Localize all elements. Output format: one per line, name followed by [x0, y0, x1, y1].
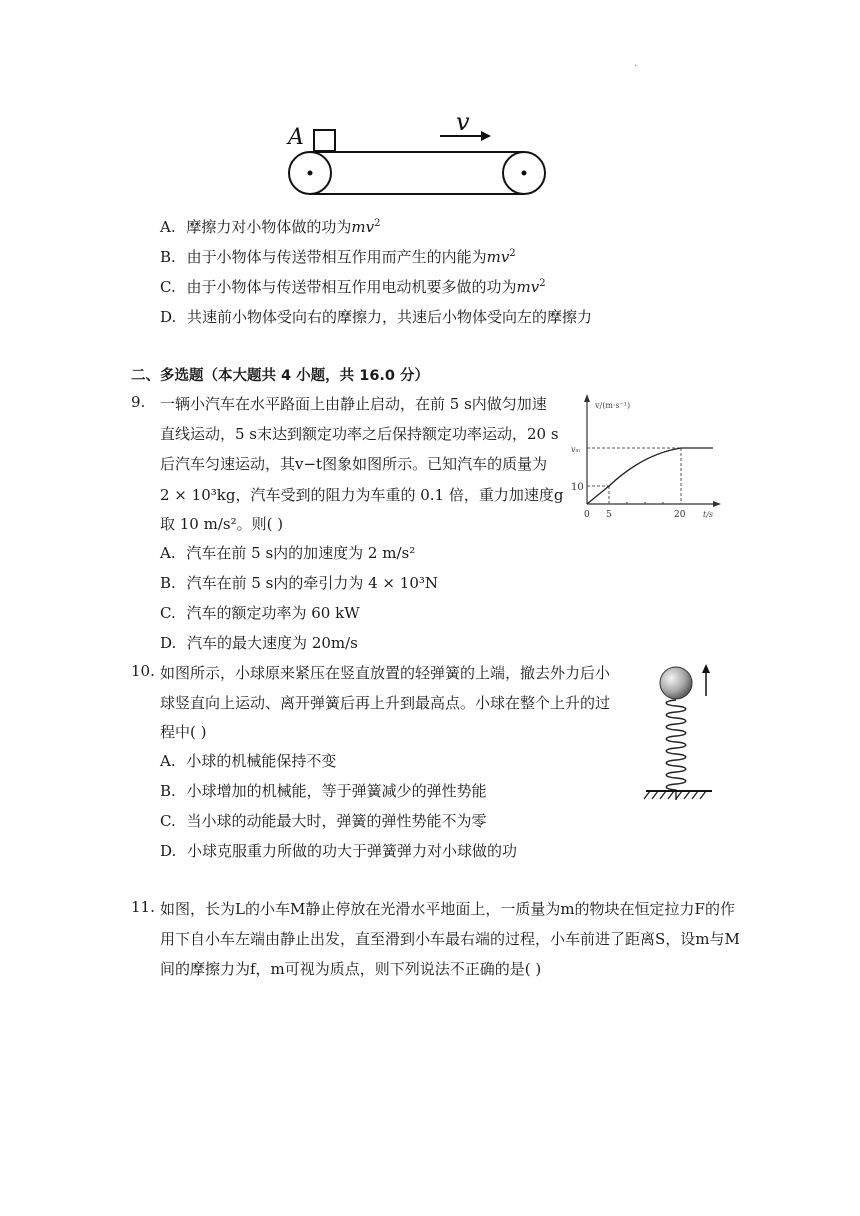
- option-text: 小球增加的机械能，等于弹簧减少的弹性势能: [186, 782, 487, 800]
- power-curve: [609, 448, 681, 486]
- up-arrow-head: [702, 664, 710, 673]
- q11-number: 11.: [131, 898, 155, 916]
- q10-option-b: [160, 780, 487, 801]
- x-axis-label: t/s: [703, 510, 714, 519]
- q11-line-3: 间的摩擦力为f，m可视为质点，则下列说法不正确的是( ): [160, 960, 542, 978]
- option-exponent: 2: [539, 278, 546, 289]
- y-axis-label: v/(m·s⁻¹): [595, 401, 631, 410]
- q9-line-2: 直线运动，5 s末达到额定功率之后保持额定功率运动，20 s: [160, 425, 559, 443]
- x-tick-20: 20: [674, 510, 686, 520]
- option-text: 由于小物体与传送带相互作用而产生的内能为: [186, 248, 487, 266]
- q10-line-1: 如图所示，小球原来紧压在竖直放置的轻弹簧的上端，撤去外力后小: [160, 664, 611, 682]
- label-a: A: [288, 125, 304, 150]
- option-letter: A.: [160, 544, 176, 562]
- option-letter: B.: [160, 248, 176, 266]
- option-text: 由于小物体与传送带相互作用电动机要多做的功为: [186, 278, 517, 296]
- q9-number: 9.: [131, 393, 146, 411]
- q9-line-5: 取 10 m/s²。则( ): [160, 515, 284, 533]
- option-text: 共速前小物体受向右的摩擦力，共速后小物体受向左的摩擦力: [187, 308, 593, 326]
- q10-line-3: 程中( ): [160, 723, 207, 741]
- velocity-time-graph: [565, 392, 725, 522]
- q10-option-a: [160, 750, 336, 771]
- q8-option-a: [160, 216, 380, 237]
- option-exponent: 2: [374, 218, 381, 229]
- q10-option-d: [160, 840, 517, 861]
- q8-option-b: [160, 246, 516, 267]
- q11-line-2: 用下自小车左端由静止出发，直至滑到小车最右端的过程，小车前进了距离S，设m与M: [160, 930, 740, 948]
- conveyor-belt-figure: [280, 108, 555, 200]
- option-formula: mv: [351, 218, 375, 236]
- option-exponent: 2: [509, 248, 516, 259]
- q8-option-c: [160, 276, 546, 297]
- q10-line-2: 球竖直向上运动、离开弹簧后再上升到最高点。小球在整个上升的过: [160, 694, 611, 712]
- q9-line-4: 2 × 10³kg，汽车受到的阻力为车重的 0.1 倍，重力加速度g: [160, 486, 564, 504]
- q10-option-c: [160, 810, 487, 831]
- y-axis-arrow: [584, 394, 590, 402]
- option-letter: B.: [160, 782, 176, 800]
- accel-segment: [587, 486, 609, 504]
- spring: [666, 700, 686, 800]
- velocity-arrow-head: [481, 131, 491, 141]
- q9-line-1: 一辆小汽车在水平路面上由静止启动，在前 5 s内做匀加速: [160, 395, 547, 413]
- q11-line-1: 如图，长为L的小车M静止停放在光滑水平地面上，一质量为m的物块在恒定拉力F的作: [160, 900, 735, 918]
- spring-ball-figure: [640, 660, 720, 804]
- option-letter: B.: [160, 574, 176, 592]
- section-heading: 二、多选题（本大题共 4 小题，共 16.0 分）: [131, 368, 430, 384]
- option-text: 小球克服重力所做的功大于弹簧弹力对小球做的功: [187, 842, 518, 860]
- option-text: 汽车的额定功率为 60 kW: [186, 604, 360, 622]
- vm-label: vₘ: [571, 445, 581, 454]
- label-v: v: [456, 108, 470, 136]
- option-letter: A.: [160, 218, 176, 236]
- right-pulley-axle: [522, 171, 527, 176]
- option-text: 当小球的动能最大时，弹簧的弹性势能不为零: [186, 812, 487, 830]
- option-text: 小球的机械能保持不变: [186, 752, 337, 770]
- q8-option-d: [160, 306, 592, 327]
- option-formula: mv: [486, 248, 510, 266]
- x-tick-5: 5: [606, 510, 612, 520]
- y-tick-10: 10: [571, 482, 584, 493]
- q9-line-3: 后汽车匀速运动，其v−t图象如图所示。已知汽车的质量为: [160, 455, 548, 473]
- option-letter: C.: [160, 812, 176, 830]
- header-mark: .: [634, 58, 638, 69]
- x-axis-arrow: [713, 501, 721, 507]
- option-letter: D.: [160, 634, 177, 652]
- option-letter: A.: [160, 752, 176, 770]
- option-text: 摩擦力对小物体做的功为: [186, 218, 352, 236]
- q10-number: 10.: [131, 662, 155, 680]
- option-letter: C.: [160, 278, 176, 296]
- q9-option-b: [160, 572, 438, 593]
- option-text: 汽车的最大速度为 20m/s: [187, 634, 358, 652]
- option-letter: D.: [160, 308, 177, 326]
- option-letter: D.: [160, 842, 177, 860]
- ground-hatch: [644, 791, 706, 799]
- ball: [660, 667, 692, 699]
- option-text: 汽车在前 5 s内的牵引力为 4 × 10³N: [186, 574, 438, 592]
- option-letter: C.: [160, 604, 176, 622]
- block-a: [314, 130, 335, 151]
- option-text: 汽车在前 5 s内的加速度为 2 m/s²: [186, 544, 416, 562]
- option-formula: mv: [516, 278, 540, 296]
- left-pulley-axle: [308, 171, 313, 176]
- q9-option-a: [160, 542, 415, 563]
- x-tick-0: 0: [584, 510, 590, 520]
- q9-option-c: [160, 602, 360, 623]
- q9-option-d: [160, 632, 358, 653]
